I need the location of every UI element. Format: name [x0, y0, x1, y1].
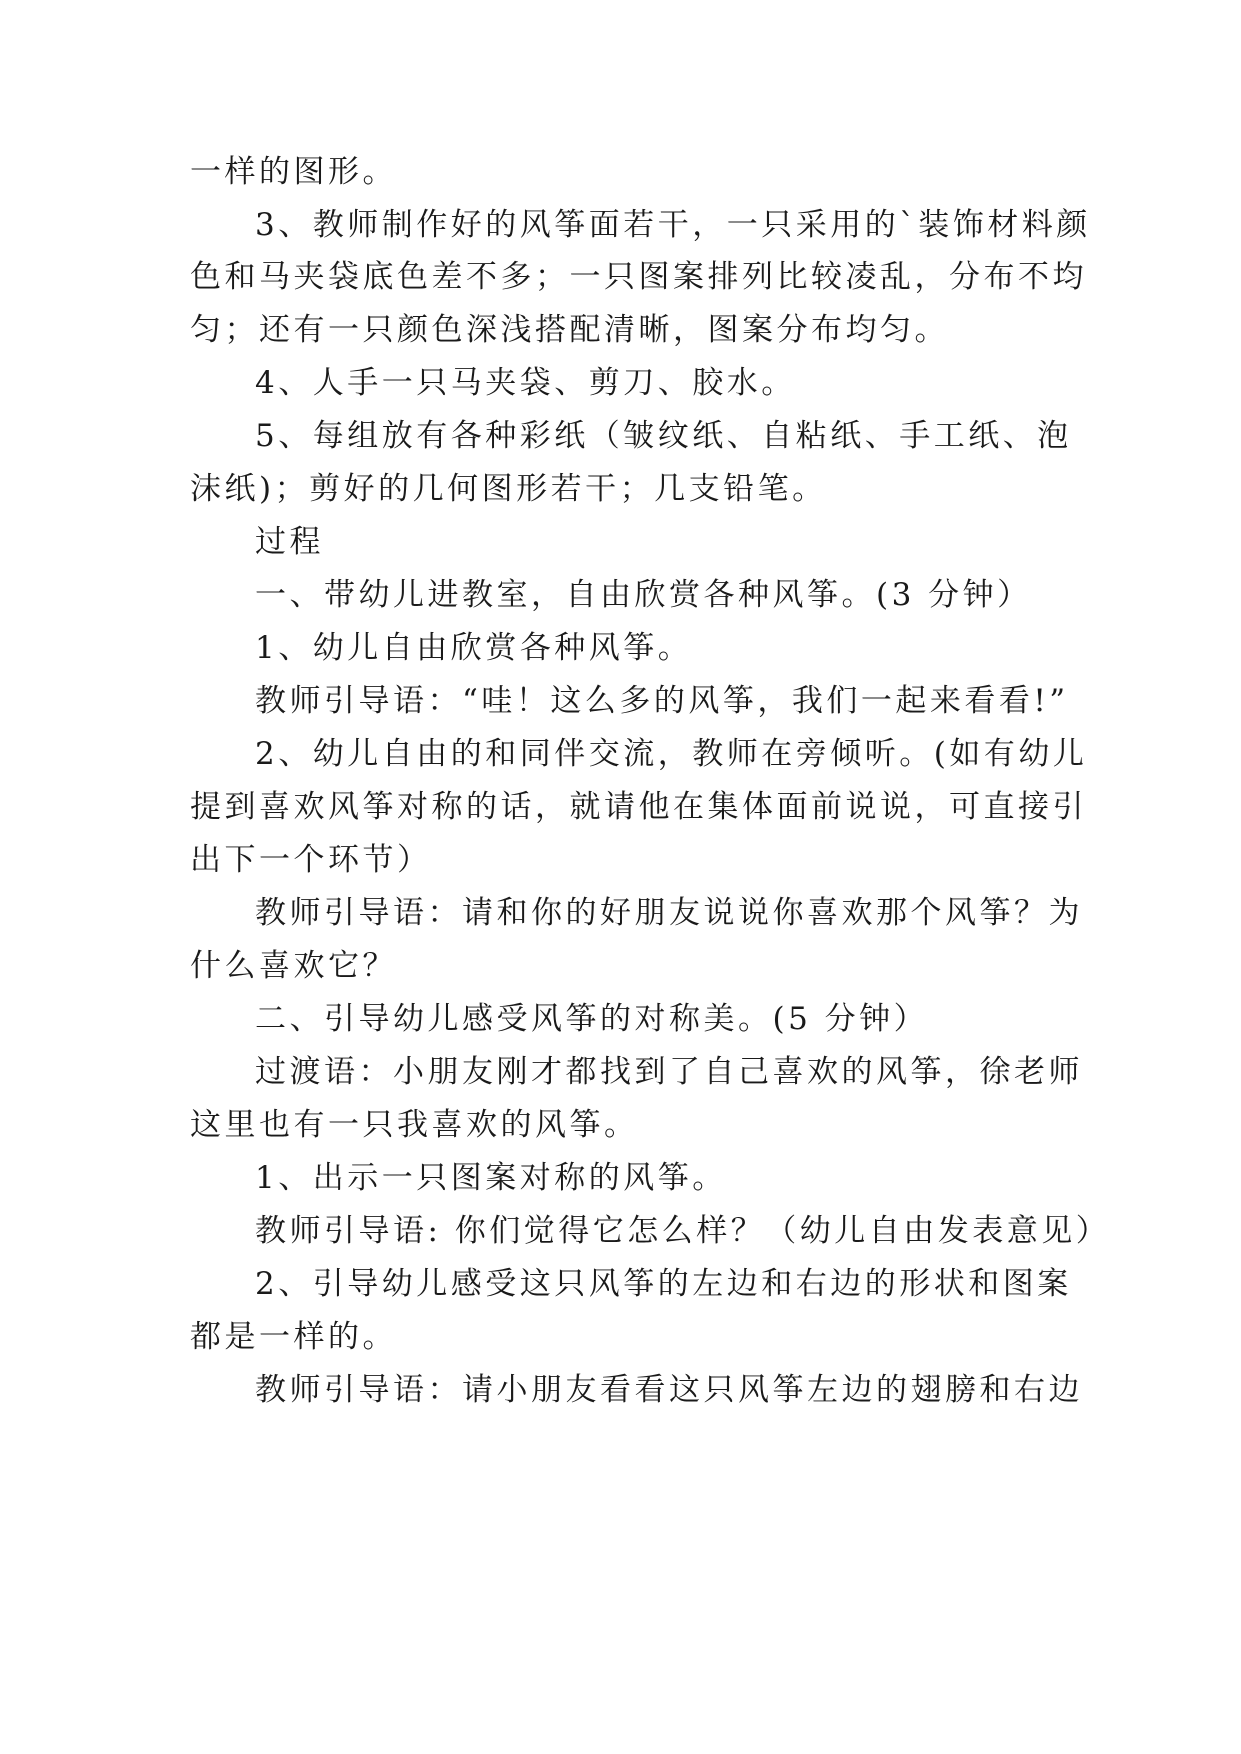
text-line: 教师引导语：“哇！这么多的风筝，我们一起来看看!” — [255, 683, 1069, 719]
text-line: 教师引导语：请小朋友看看这只风筝左边的翅膀和右边 — [255, 1372, 1083, 1408]
text-line: 什么喜欢它？ — [190, 948, 397, 984]
text-line: 教师引导语：请和你的好朋友说说你喜欢那个风筝？为 — [255, 895, 1083, 931]
text-line: 出下一个环节） — [190, 842, 432, 878]
text-line: 沫纸)；剪好的几何图形若干；几支铅笔。 — [190, 471, 827, 507]
text-line: 二、引导幼儿感受风筝的对称美。(5 分钟） — [255, 1001, 929, 1037]
text-line: 2、引导幼儿感受这只风筝的左边和右边的形状和图案 — [255, 1266, 1072, 1302]
text-line: 一样的图形。 — [190, 154, 397, 190]
text-line: 1、幼儿自由欣赏各种风筝。 — [255, 630, 693, 666]
text-line: 一、带幼儿进教室，自由欣赏各种风筝。(3 分钟） — [255, 577, 1032, 613]
text-line: 都是一样的。 — [190, 1319, 397, 1355]
text-line: 提到喜欢风筝对称的话，就请他在集体面前说说，可直接引 — [190, 789, 1087, 825]
text-line: 匀；还有一只颜色深浅搭配清晰，图案分布均匀。 — [190, 312, 949, 348]
section-heading: 过程 — [255, 524, 324, 560]
text-line: 教师引导语: 你们觉得它怎么样？（幼儿自由发表意见） — [255, 1213, 1111, 1249]
text-line: 色和马夹袋底色差不多；一只图案排列比较凌乱，分布不均 — [190, 259, 1087, 295]
text-line: 3、教师制作好的风筝面若干，一只采用的`装饰材料颜 — [255, 207, 1091, 243]
text-line: 过渡语：小朋友刚才都找到了自己喜欢的风筝，徐老师 — [255, 1054, 1083, 1090]
text-line: 2、幼儿自由的和同伴交流，教师在旁倾听。(如有幼儿 — [255, 736, 1088, 772]
text-line: 5、每组放有各种彩纸（皱纹纸、自粘纸、手工纸、泡 — [255, 418, 1072, 454]
text-line: 4、人手一只马夹袋、剪刀、胶水。 — [255, 365, 796, 401]
text-line: 这里也有一只我喜欢的风筝。 — [190, 1107, 639, 1143]
text-line: 1、出示一只图案对称的风筝。 — [255, 1160, 727, 1196]
